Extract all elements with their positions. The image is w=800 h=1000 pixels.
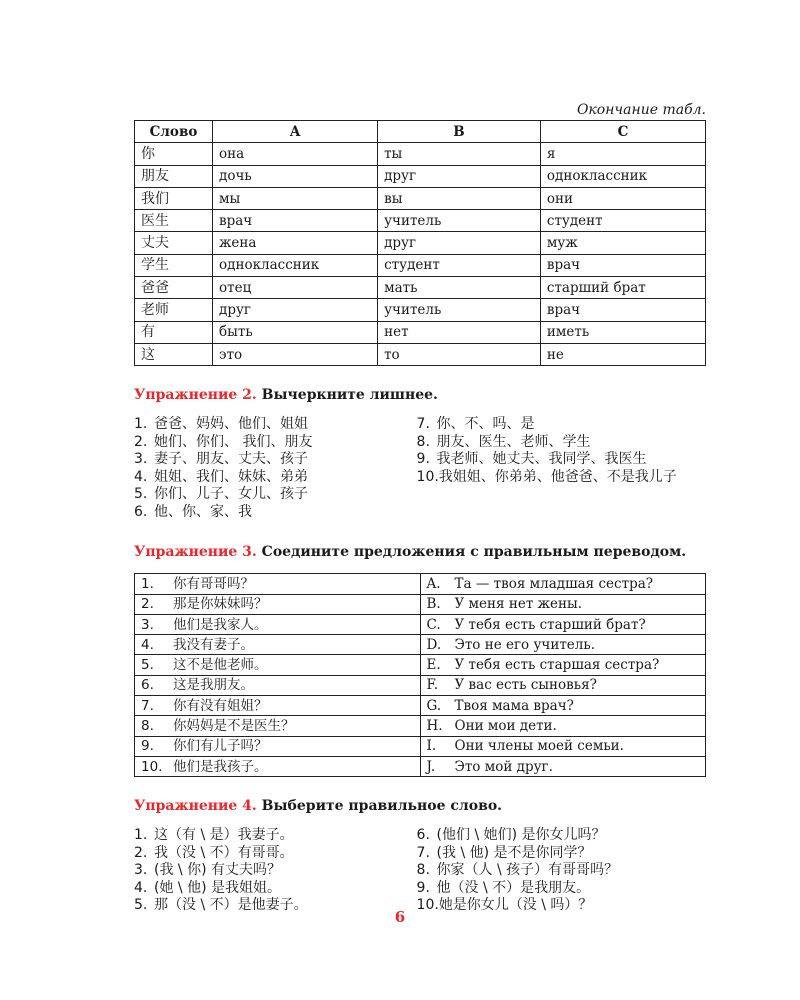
page-content [134, 100, 706, 915]
item-text: 他、你、家、我 [154, 503, 252, 520]
sentence-number: 3. [141, 616, 154, 633]
vocab-row [135, 143, 706, 165]
vocab-header-c: C [540, 121, 705, 143]
exercise-3-label: Упражнение 3. [134, 544, 257, 561]
sentence-number: 6. [141, 677, 154, 694]
vocab-option-cell: вы [378, 187, 541, 209]
exercise-3-table [134, 573, 706, 777]
vocab-option-cell: одноклассник [540, 165, 705, 187]
translation-cell [420, 594, 706, 614]
chinese-sentence-cell [135, 736, 421, 756]
item-number: 9. [416, 451, 430, 468]
translation-letter: H. [426, 717, 443, 734]
exercise-2-instruction: Вычеркните лишнее. [261, 387, 438, 404]
table-row [135, 696, 706, 716]
vocab-option-cell: одноклассник [213, 254, 378, 276]
vocab-option-cell: друг [378, 165, 541, 187]
chinese-sentence-cell [135, 574, 421, 594]
translation-cell [420, 716, 706, 736]
sentence-number: 5. [141, 657, 154, 674]
list-item [417, 416, 706, 434]
vocab-option-cell: врач [540, 299, 705, 321]
item-number: 10. [416, 468, 439, 485]
vocab-row [135, 277, 706, 299]
item-number: 10. [416, 897, 439, 914]
chinese-sentence: 你有没有姐姐？ [173, 697, 268, 714]
sentence-number: 4. [141, 636, 154, 653]
vocab-option-cell: врач [540, 254, 705, 276]
vocab-header-word: Слово [135, 121, 213, 143]
exercise-3-instruction: Соедините предложения с правильным переводом. [261, 544, 687, 561]
vocab-row [135, 165, 706, 187]
table-row [135, 716, 706, 736]
vocab-body [135, 143, 706, 366]
table-row [135, 756, 706, 776]
item-text: 朋友、医生、老师、学生 [436, 433, 591, 450]
vocab-option-cell: мы [213, 187, 378, 209]
chinese-sentence: 你们有儿子吗？ [173, 738, 268, 755]
vocab-row [135, 299, 706, 321]
exercise-2-right-column [409, 416, 706, 521]
sentence-number: 1. [141, 575, 154, 592]
translation-letter: D. [426, 636, 442, 653]
list-item [134, 486, 409, 504]
translation-cell [420, 574, 706, 594]
vocab-option-cell: учитель [378, 299, 541, 321]
item-text: (她 \ 他) 是我姐姐。 [154, 879, 281, 896]
item-text: 爸爸、妈妈、他们、姐姐 [154, 416, 308, 433]
table-row [135, 635, 706, 655]
list-item [417, 862, 706, 880]
exercise-4-items [134, 827, 706, 915]
translation-cell [420, 675, 706, 695]
vocab-option-cell: друг [378, 232, 541, 254]
translation-text: Это не его учитель. [454, 636, 596, 653]
table-row [135, 655, 706, 675]
translation-letter: F. [426, 677, 439, 694]
chinese-sentence-cell [135, 635, 421, 655]
chinese-sentence-cell [135, 594, 421, 614]
translation-cell [420, 655, 706, 675]
vocab-word-cell: 这 [135, 343, 213, 365]
sentence-number: 8. [141, 717, 154, 734]
exercise-4-right-column [409, 827, 706, 915]
exercise-4-left-column [134, 827, 409, 915]
list-item [417, 469, 706, 487]
list-item [417, 827, 706, 845]
vocab-word-cell: 有 [135, 321, 213, 343]
translation-letter: C. [426, 616, 441, 633]
item-text: (他们 \ 她们) 是你女儿吗？ [436, 827, 606, 844]
vocab-row [135, 254, 706, 276]
translation-text: У вас есть сыновья? [454, 677, 597, 694]
item-text: 那（没 \ 不）是他妻子。 [154, 897, 308, 914]
vocab-option-cell: она [213, 143, 378, 165]
exercise-4-label: Упражнение 4. [134, 798, 257, 815]
sentence-number: 2. [141, 596, 154, 613]
list-item [134, 827, 409, 845]
chinese-sentence: 我没有妻子。 [173, 636, 254, 653]
item-number: 8. [416, 862, 430, 879]
item-text: 你、不、吗、是 [436, 416, 535, 433]
page-number: 6 [394, 908, 406, 926]
item-number: 2. [134, 844, 148, 861]
item-number: 7. [416, 416, 430, 433]
vocab-option-cell: муж [540, 232, 705, 254]
vocab-option-cell: они [540, 187, 705, 209]
chinese-sentence-cell [135, 655, 421, 675]
vocab-word-cell: 我们 [135, 187, 213, 209]
table-row [135, 736, 706, 756]
item-text: 你家（人 \ 孩子）有哥哥吗？ [436, 862, 619, 879]
vocab-word-cell: 你 [135, 143, 213, 165]
vocab-header-b: B [378, 121, 541, 143]
list-item [134, 880, 409, 898]
chinese-sentence: 他们是我孩子。 [173, 758, 268, 775]
vocab-option-cell: студент [378, 254, 541, 276]
vocab-row [135, 343, 706, 365]
item-number: 4. [134, 879, 148, 896]
translation-text: Это мой друг. [454, 758, 553, 775]
item-number: 3. [134, 862, 148, 879]
translation-cell [420, 756, 706, 776]
translation-text: Твоя мама врач? [454, 697, 574, 714]
list-item [134, 862, 409, 880]
vocab-row [135, 232, 706, 254]
exercise-3-body [135, 574, 706, 777]
vocab-word-cell: 丈夫 [135, 232, 213, 254]
item-text: (我 \ 你) 有丈夫吗？ [154, 862, 281, 879]
list-item [417, 880, 706, 898]
vocab-header-a: A [213, 121, 378, 143]
table-row [135, 675, 706, 695]
vocab-option-cell: врач [213, 210, 378, 232]
translation-text: У тебя есть старшая сестра? [454, 657, 660, 674]
vocab-word-cell: 朋友 [135, 165, 213, 187]
item-text: 我（没 \ 不）有哥哥。 [154, 844, 294, 861]
list-item [134, 845, 409, 863]
translation-cell [420, 736, 706, 756]
vocab-option-cell: друг [213, 299, 378, 321]
translation-text: У меня нет жены. [454, 596, 583, 613]
vocab-word-cell: 医生 [135, 210, 213, 232]
chinese-sentence: 你有哥哥吗？ [173, 575, 254, 592]
vocab-row [135, 210, 706, 232]
translation-letter: A. [426, 575, 441, 592]
vocab-word-cell: 学生 [135, 254, 213, 276]
item-number: 5. [134, 486, 148, 503]
chinese-sentence: 他们是我家人。 [173, 616, 268, 633]
translation-letter: G. [426, 697, 442, 714]
translation-text: Они мои дети. [454, 717, 557, 734]
vocab-word-cell: 爸爸 [135, 277, 213, 299]
item-number: 5. [134, 897, 148, 914]
chinese-sentence: 那是你妹妹吗？ [173, 596, 268, 613]
vocab-option-cell: отец [213, 277, 378, 299]
vocab-option-cell: быть [213, 321, 378, 343]
item-number: 4. [134, 468, 148, 485]
list-item [417, 451, 706, 469]
list-item [134, 469, 409, 487]
exercise-2-items [134, 416, 706, 521]
exercise-2-title [134, 384, 706, 406]
item-text: 我老师、她丈夫、我同学、我医生 [436, 451, 647, 468]
translation-text: Они члены моей семьи. [454, 738, 624, 755]
item-text: 她是你女儿（没 \ 吗）？ [438, 897, 593, 914]
translation-cell [420, 614, 706, 634]
list-item [417, 434, 706, 452]
item-number: 1. [134, 827, 148, 844]
sentence-number: 7. [141, 697, 154, 714]
list-item [417, 845, 706, 863]
vocab-header-row [135, 121, 706, 143]
sentence-number: 9. [141, 738, 154, 755]
item-number: 1. [134, 416, 148, 433]
item-text: 你们、儿子、女儿、孩子 [154, 486, 308, 503]
item-number: 6. [416, 827, 430, 844]
chinese-sentence-cell [135, 756, 421, 776]
translation-text: Та — твоя младшая сестра? [454, 575, 653, 592]
translation-letter: E. [426, 657, 441, 674]
chinese-sentence-cell [135, 716, 421, 736]
item-number: 8. [416, 433, 430, 450]
translation-letter: J. [426, 758, 436, 775]
chinese-sentence: 这不是他老师。 [173, 657, 268, 674]
item-text: 姐姐、我们、妹妹、弟弟 [154, 468, 308, 485]
vocab-option-cell: студент [540, 210, 705, 232]
item-text: 妻子、朋友、丈夫、孩子 [154, 451, 308, 468]
vocab-option-cell: жена [213, 232, 378, 254]
vocab-option-cell: я [540, 143, 705, 165]
vocab-option-cell: мать [378, 277, 541, 299]
table-row [135, 574, 706, 594]
vocab-row [135, 321, 706, 343]
chinese-sentence-cell [135, 614, 421, 634]
exercise-3-title [134, 541, 706, 563]
chinese-sentence-cell [135, 675, 421, 695]
translation-letter: B. [426, 596, 441, 613]
list-item [134, 434, 409, 452]
table-row [135, 614, 706, 634]
vocab-option-cell: это [213, 343, 378, 365]
vocab-option-cell: не [540, 343, 705, 365]
chinese-sentence-cell [135, 696, 421, 716]
list-item [134, 504, 409, 522]
item-text: 我姐姐、你弟弟、他爸爸、不是我儿子 [438, 468, 677, 485]
translation-cell [420, 696, 706, 716]
translation-text: У тебя есть старший брат? [454, 616, 646, 633]
item-text: 他（没 \ 不）是我朋友。 [436, 879, 591, 896]
item-text: (我 \ 他) 是不是你同学？ [436, 844, 592, 861]
vocab-option-cell: нет [378, 321, 541, 343]
table-continuation-note: Окончание табл. [576, 102, 706, 118]
item-number: 6. [134, 503, 148, 520]
vocab-option-cell: дочь [213, 165, 378, 187]
chinese-sentence: 这是我朋友。 [173, 677, 254, 694]
chinese-sentence: 你妈妈是不是医生？ [173, 717, 295, 734]
vocab-word-cell: 老师 [135, 299, 213, 321]
item-number: 2. [134, 433, 148, 450]
vocab-option-cell: то [378, 343, 541, 365]
exercise-4-instruction: Выберите правильное слово. [261, 798, 503, 815]
vocab-table [134, 120, 706, 366]
vocab-row [135, 187, 706, 209]
exercise-4-title [134, 795, 706, 817]
sentence-number: 10. [141, 758, 163, 775]
translation-cell [420, 635, 706, 655]
exercise-2-left-column [134, 416, 409, 521]
list-item [134, 451, 409, 469]
vocab-option-cell: старший брат [540, 277, 705, 299]
item-number: 7. [416, 844, 430, 861]
vocab-option-cell: иметь [540, 321, 705, 343]
vocab-option-cell: ты [378, 143, 541, 165]
item-text: 这（有 \ 是）我妻子。 [154, 827, 294, 844]
vocab-option-cell: учитель [378, 210, 541, 232]
item-text: 她们、你们、 我们、朋友 [154, 433, 313, 450]
item-number: 3. [134, 451, 148, 468]
item-number: 9. [416, 879, 430, 896]
translation-letter: I. [426, 738, 437, 755]
list-item [134, 416, 409, 434]
exercise-2-label: Упражнение 2. [134, 387, 257, 404]
table-row [135, 594, 706, 614]
